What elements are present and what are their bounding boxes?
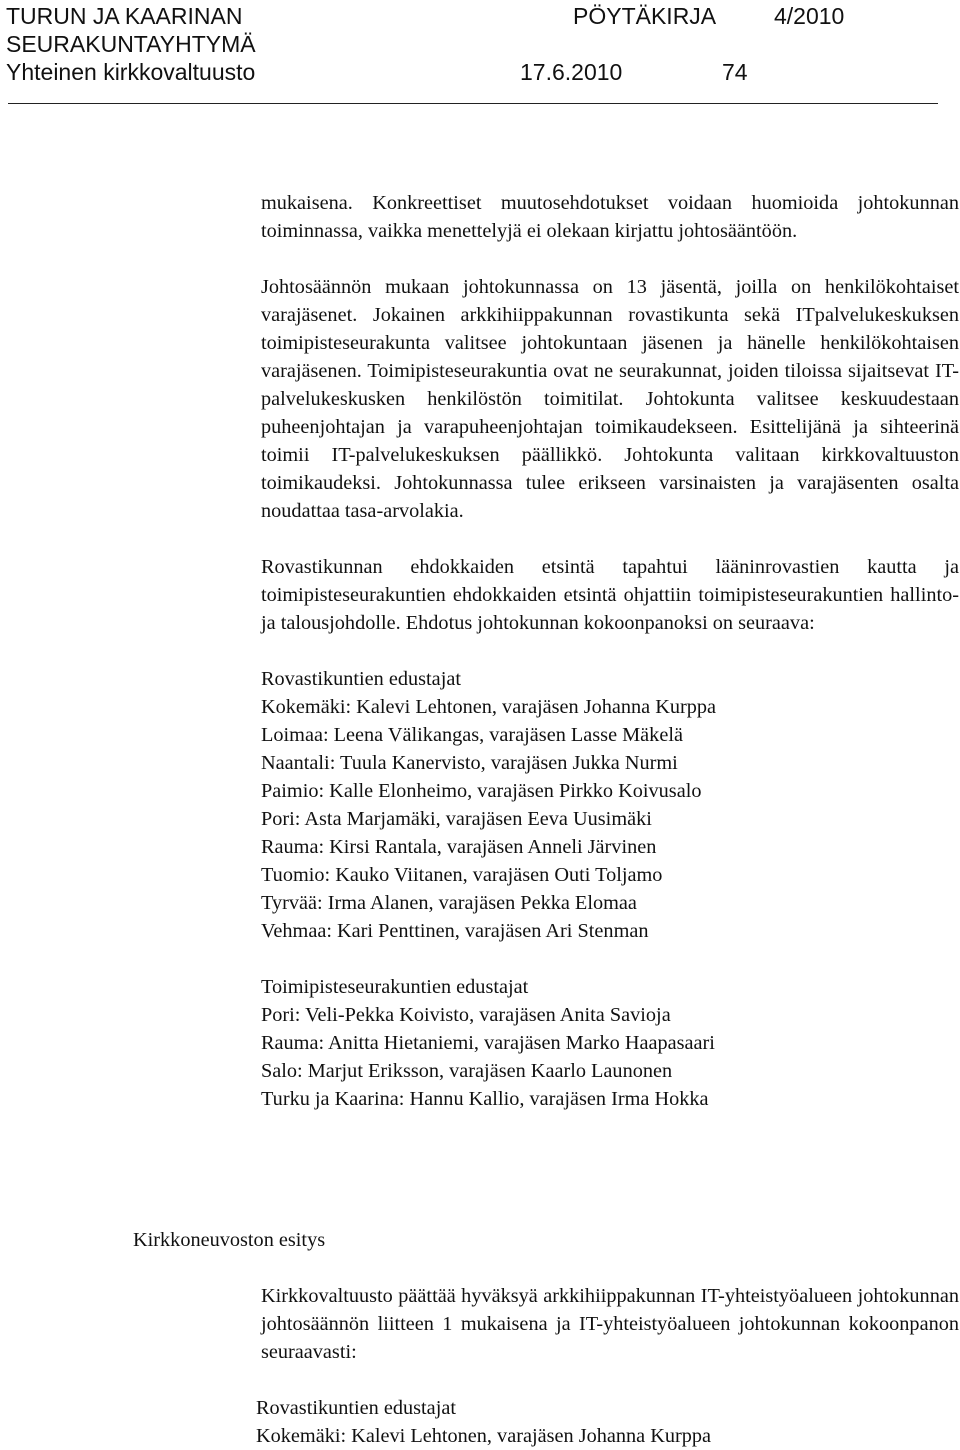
list-item: Tyrvää: Irma Alanen, varajäsen Pekka Elomaa <box>261 892 637 914</box>
document-type: PÖYTÄKIRJA <box>573 3 717 29</box>
paragraph: Johtosäännön mukaan johtokunnassa on 13 jäsentä, joilla on henkilökohtaiset varajäsenet. Jokainen arkkihiippakunnan rovastikunta sekä ITpalvelukeskuksen toimipisteseurakunta valitsee johtokuntaan jäsenen ja hänelle henkilökohtaisen varajäsenen. Toimipisteseurakuntia ovat ne seurakunnat, joiden tiloissa sijaitsevat IT-palvelukeskusken henkilöstön toimitilat. Johtokunta valitsee keskuudestaan puheenjohtajan ja varapuheenjohtajan toimikaudekseen. Esittelijänä ja sihteerinä toimii IT-palvelukeskuksen päällikkö. Johtokunta valitaan kirkkovaltuuston toimikaudeksi. Johtokunnassa tulee erikseen varsinaisten ja varajäsenten osalta noudattaa tasa-arvolakia. <box>261 276 959 522</box>
list-heading: Rovastikuntien edustajat <box>261 668 461 690</box>
document-number: 4/2010 <box>774 3 845 29</box>
list-item: Tuomio: Kauko Viitanen, varajäsen Outi Toljamo <box>261 864 663 886</box>
list-item: Pori: Asta Marjamäki, varajäsen Eeva Uusimäki <box>261 808 652 830</box>
list-item: Rauma: Kirsi Rantala, varajäsen Anneli Järvinen <box>261 836 657 858</box>
list-item: Turku ja Kaarina: Hannu Kallio, varajäsen Irma Hokka <box>261 1088 709 1110</box>
list-item: Vehmaa: Kari Penttinen, varajäsen Ari Stenman <box>261 920 649 942</box>
body-name: Yhteinen kirkkovaltuusto <box>6 59 256 85</box>
list-item: Loimaa: Leena Välikangas, varajäsen Lasse Mäkelä <box>261 724 683 746</box>
list-item: Kokemäki: Kalevi Lehtonen, varajäsen Johanna Kurppa <box>261 696 717 718</box>
list-item: Pori: Veli-Pekka Koivisto, varajäsen Anita Savioja <box>261 1004 671 1026</box>
main-content <box>261 189 959 1141</box>
list-heading: Rovastikuntien edustajat <box>256 1397 456 1419</box>
list-item: Paimio: Kalle Elonheimo, varajäsen Pirkko Koivusalo <box>261 780 702 802</box>
list-item: Naantali: Tuula Kanervisto, varajäsen Jukka Nurmi <box>261 752 678 774</box>
list-item: Salo: Marjut Eriksson, varajäsen Kaarlo Launonen <box>261 1060 673 1082</box>
list-heading: Toimipisteseurakuntien edustajat <box>261 976 529 998</box>
header-divider <box>8 103 938 104</box>
page-number: 74 <box>722 59 748 85</box>
paragraph: Rovastikunnan ehdokkaiden etsintä tapahtui lääninrovastien kautta ja toimipisteseurakuntien ehdokkaiden etsintä ohjattiin toimipisteseurakuntien hallinto- ja talousjohdolle. Ehdotus johtokunnan kokoonpanoksi on seuraava: <box>261 556 959 634</box>
proposal-list <box>256 1394 711 1450</box>
paragraph: mukaisena. Konkreettiset muutosehdotukset voidaan huomioida johtokunnan toiminnassa, vaikka menettelyjä ei olekaan kirjattu johtosääntöön. <box>261 192 959 242</box>
section-side-label: Kirkkoneuvoston esitys <box>133 1229 326 1251</box>
list-item: Rauma: Anitta Hietaniemi, varajäsen Marko Haapasaari <box>261 1032 715 1054</box>
meeting-date: 17.6.2010 <box>520 59 623 85</box>
rovastikunnat-list <box>261 665 959 945</box>
toimipisteet-list <box>261 973 959 1113</box>
organization-name-line1: TURUN JA KAARINAN <box>6 3 243 29</box>
document-header <box>6 2 956 86</box>
list-item: Kokemäki: Kalevi Lehtonen, varajäsen Johanna Kurppa <box>256 1425 712 1447</box>
proposal-content <box>261 1282 959 1394</box>
proposal-paragraph: Kirkkovaltuusto päättää hyväksyä arkkihiippakunnan IT-yhteistyöalueen johtokunnan johtosäännön liitteen 1 mukaisena ja IT-yhteistyöalueen johtokunnan kokoonpanon seuraavasti: <box>261 1285 959 1363</box>
organization-name-line2: SEURAKUNTAYHTYMÄ <box>6 31 256 57</box>
